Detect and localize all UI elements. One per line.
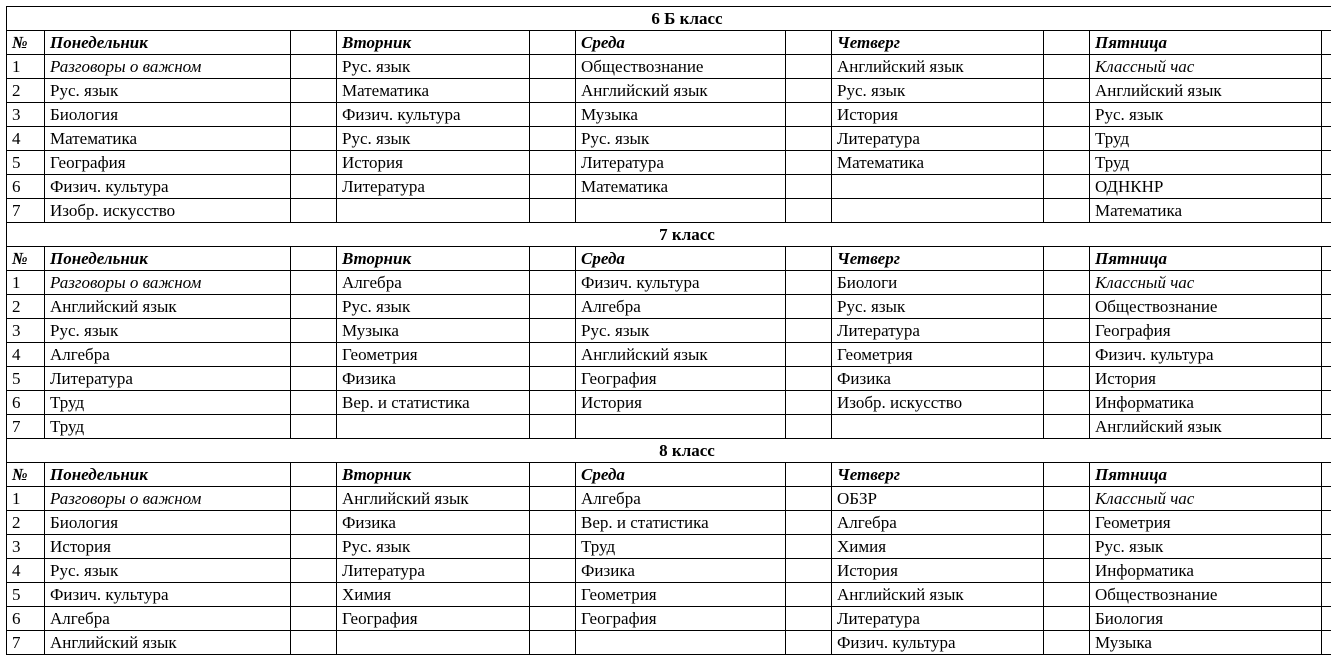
lesson-row [7,559,1331,583]
lesson-cell: Музыка [1090,631,1322,655]
lesson-cell [832,415,1044,439]
lesson-cell: Физика [337,367,530,391]
spacer-cell [786,391,832,415]
lesson-cell: Геометрия [576,583,786,607]
spacer-cell [530,487,576,511]
lesson-cell: Труд [576,535,786,559]
lesson-number: 5 [7,583,45,607]
spacer-cell [1044,103,1090,127]
header-day: Четверг [832,463,1044,487]
spacer-cell [1322,319,1331,343]
lesson-cell: Английский язык [45,631,291,655]
header-day: Понедельник [45,31,291,55]
lesson-cell: Разговоры о важном [45,55,291,79]
lesson-cell: История [45,535,291,559]
header-spacer-cell [530,463,576,487]
lesson-cell: История [832,559,1044,583]
lesson-cell: Английский язык [832,583,1044,607]
lesson-row [7,415,1331,439]
lesson-cell: Рус. язык [337,127,530,151]
lesson-cell [337,199,530,223]
spacer-cell [1322,271,1331,295]
spacer-cell [291,487,337,511]
lesson-cell: Труд [45,391,291,415]
header-day: Среда [576,247,786,271]
lesson-cell: Рус. язык [832,79,1044,103]
spacer-cell [1044,511,1090,535]
spacer-cell [786,559,832,583]
header-spacer-cell [291,463,337,487]
schedule-body [7,7,1331,655]
lesson-cell: Алгебра [337,271,530,295]
lesson-cell: География [45,151,291,175]
spacer-cell [530,103,576,127]
lesson-number: 7 [7,415,45,439]
header-spacer-cell [1044,31,1090,55]
spacer-cell [291,79,337,103]
lesson-number: 7 [7,631,45,655]
spacer-cell [530,559,576,583]
header-day: Понедельник [45,463,291,487]
lesson-cell: География [1090,319,1322,343]
spacer-cell [1322,127,1331,151]
lesson-number: 4 [7,559,45,583]
lesson-cell: Литература [832,319,1044,343]
spacer-cell [1044,199,1090,223]
lesson-row [7,55,1331,79]
header-day: Вторник [337,463,530,487]
header-day: Вторник [337,247,530,271]
lesson-cell: Физич. культура [1090,343,1322,367]
lesson-cell: Вер. и статистика [337,391,530,415]
class-title: 7 класс [7,223,1331,247]
spacer-cell [786,151,832,175]
spacer-cell [291,319,337,343]
spacer-cell [530,151,576,175]
lesson-number: 1 [7,487,45,511]
lesson-cell: Алгебра [45,607,291,631]
spacer-cell [786,127,832,151]
header-day: Пятница [1090,247,1322,271]
spacer-cell [291,607,337,631]
lesson-cell: Английский язык [576,79,786,103]
lesson-row [7,487,1331,511]
lesson-cell: Рус. язык [832,295,1044,319]
lesson-cell: Литература [832,127,1044,151]
spacer-cell [786,415,832,439]
lesson-cell: Биология [1090,607,1322,631]
header-day: Четверг [832,31,1044,55]
spacer-cell [530,535,576,559]
lesson-cell [576,199,786,223]
lesson-cell: Рус. язык [576,319,786,343]
spacer-cell [1044,319,1090,343]
lesson-cell: История [576,391,786,415]
spacer-cell [1322,559,1331,583]
spacer-cell [1044,127,1090,151]
lesson-cell: Изобр. искусство [832,391,1044,415]
lesson-cell: Алгебра [576,295,786,319]
class-title: 8 класс [7,439,1331,463]
lesson-row [7,607,1331,631]
lesson-cell: История [832,103,1044,127]
lesson-cell: Труд [45,415,291,439]
lesson-row [7,271,1331,295]
lesson-cell: Физич. культура [45,583,291,607]
lesson-cell: Рус. язык [45,559,291,583]
spacer-cell [530,199,576,223]
spacer-cell [1322,583,1331,607]
spacer-cell [1044,295,1090,319]
header-day: Пятница [1090,463,1322,487]
lesson-number: 2 [7,511,45,535]
lesson-cell: ОБЗР [832,487,1044,511]
lesson-cell: Английский язык [337,487,530,511]
spacer-cell [291,559,337,583]
spacer-cell [786,319,832,343]
lesson-cell: Математика [832,151,1044,175]
spacer-cell [786,103,832,127]
spacer-cell [530,127,576,151]
lesson-number: 4 [7,127,45,151]
spacer-cell [291,151,337,175]
spacer-cell [530,607,576,631]
lesson-cell: Рус. язык [1090,103,1322,127]
lesson-row [7,175,1331,199]
lesson-cell [832,175,1044,199]
class-title-row [7,7,1331,31]
lesson-cell: Алгебра [832,511,1044,535]
lesson-cell: Обществознание [1090,295,1322,319]
spacer-cell [1322,607,1331,631]
lesson-cell: Английский язык [576,343,786,367]
lesson-cell: Вер. и статистика [576,511,786,535]
lesson-cell: Физич. культура [45,175,291,199]
lesson-cell: Геометрия [337,343,530,367]
lesson-row [7,535,1331,559]
spacer-cell [291,343,337,367]
lesson-row [7,79,1331,103]
spacer-cell [530,583,576,607]
lesson-row [7,391,1331,415]
header-day: Четверг [832,247,1044,271]
header-spacer-cell [786,247,832,271]
spacer-cell [786,199,832,223]
spacer-cell [1044,487,1090,511]
lesson-cell: История [1090,367,1322,391]
spacer-cell [291,103,337,127]
spacer-cell [1044,151,1090,175]
header-day: Среда [576,31,786,55]
header-spacer-cell [1322,463,1331,487]
lesson-cell: Геометрия [832,343,1044,367]
lesson-cell: Рус. язык [337,55,530,79]
spacer-cell [291,391,337,415]
header-day: Среда [576,463,786,487]
lesson-row [7,367,1331,391]
lesson-cell: География [337,607,530,631]
header-spacer-cell [530,31,576,55]
spacer-cell [786,607,832,631]
header-day: Вторник [337,31,530,55]
lesson-cell: Алгебра [576,487,786,511]
spacer-cell [786,511,832,535]
spacer-cell [1044,583,1090,607]
spacer-cell [530,511,576,535]
spacer-cell [1044,343,1090,367]
spacer-cell [530,55,576,79]
header-spacer-cell [1044,247,1090,271]
lesson-row [7,343,1331,367]
lesson-cell: Биологи [832,271,1044,295]
spacer-cell [786,55,832,79]
spacer-cell [291,415,337,439]
spacer-cell [1322,487,1331,511]
lesson-number: 4 [7,343,45,367]
spacer-cell [1322,103,1331,127]
lesson-cell: Рус. язык [1090,535,1322,559]
spacer-cell [1322,151,1331,175]
lesson-cell [576,415,786,439]
header-spacer-cell [786,31,832,55]
header-row [7,463,1331,487]
lesson-cell: География [576,607,786,631]
lesson-cell: Информатика [1090,391,1322,415]
lesson-cell: Физич. культура [832,631,1044,655]
class-title: 6 Б класс [7,7,1331,31]
lesson-cell: Английский язык [832,55,1044,79]
header-spacer-cell [530,247,576,271]
spacer-cell [786,583,832,607]
lesson-row [7,319,1331,343]
lesson-number: 6 [7,607,45,631]
lesson-cell: География [576,367,786,391]
header-row [7,247,1331,271]
lesson-cell: Литература [832,607,1044,631]
lesson-row [7,583,1331,607]
lesson-cell: Рус. язык [337,295,530,319]
spacer-cell [1322,367,1331,391]
header-spacer-cell [786,463,832,487]
lesson-cell: Физика [832,367,1044,391]
spacer-cell [786,175,832,199]
header-day: Понедельник [45,247,291,271]
lesson-number: 5 [7,151,45,175]
lesson-cell: Обществознание [1090,583,1322,607]
spacer-cell [530,391,576,415]
lesson-cell: Классный час [1090,271,1322,295]
lesson-cell: Физич. культура [337,103,530,127]
spacer-cell [1322,175,1331,199]
lesson-number: 2 [7,79,45,103]
spacer-cell [530,175,576,199]
lesson-number: 2 [7,295,45,319]
spacer-cell [786,535,832,559]
lesson-cell: Английский язык [1090,79,1322,103]
lesson-number: 3 [7,103,45,127]
lesson-cell: Разговоры о важном [45,487,291,511]
header-spacer-cell [291,31,337,55]
spacer-cell [530,415,576,439]
class-title-row [7,223,1331,247]
header-spacer-cell [1044,463,1090,487]
spacer-cell [530,79,576,103]
lesson-cell: Математика [576,175,786,199]
spacer-cell [1322,55,1331,79]
spacer-cell [1322,343,1331,367]
lesson-number: 1 [7,55,45,79]
lesson-cell: Математика [337,79,530,103]
lesson-cell: Изобр. искусство [45,199,291,223]
lesson-cell: Разговоры о важном [45,271,291,295]
lesson-cell: Классный час [1090,55,1322,79]
lesson-cell: Литература [337,175,530,199]
spacer-cell [786,295,832,319]
lesson-number: 5 [7,367,45,391]
spacer-cell [1044,79,1090,103]
header-spacer-cell [1322,31,1331,55]
spacer-cell [291,511,337,535]
spacer-cell [1044,415,1090,439]
spacer-cell [1322,511,1331,535]
spacer-cell [786,487,832,511]
lesson-row [7,199,1331,223]
lesson-cell: Физич. культура [576,271,786,295]
spacer-cell [786,79,832,103]
lesson-cell: Информатика [1090,559,1322,583]
lesson-cell: Труд [1090,127,1322,151]
lesson-cell: Классный час [1090,487,1322,511]
lesson-row [7,127,1331,151]
lesson-cell: Литература [576,151,786,175]
lesson-cell: Обществознание [576,55,786,79]
lesson-cell: Английский язык [45,295,291,319]
lesson-number: 6 [7,175,45,199]
spacer-cell [1322,415,1331,439]
spacer-cell [1044,367,1090,391]
spacer-cell [1322,79,1331,103]
spacer-cell [291,271,337,295]
spacer-cell [1044,535,1090,559]
lesson-cell: Музыка [337,319,530,343]
lesson-cell: ОДНКНР [1090,175,1322,199]
spacer-cell [291,295,337,319]
spacer-cell [291,199,337,223]
lesson-cell [337,415,530,439]
spacer-cell [1044,607,1090,631]
lesson-cell: Биология [45,511,291,535]
spacer-cell [1044,559,1090,583]
lesson-cell: Литература [337,559,530,583]
lesson-cell: Рус. язык [45,319,291,343]
lesson-row [7,511,1331,535]
lesson-cell: Рус. язык [337,535,530,559]
header-number: № [7,247,45,271]
lesson-cell: Алгебра [45,343,291,367]
spacer-cell [1322,295,1331,319]
spacer-cell [530,271,576,295]
spacer-cell [291,535,337,559]
lesson-cell: Рус. язык [45,79,291,103]
lesson-row [7,103,1331,127]
spacer-cell [291,367,337,391]
lesson-number: 1 [7,271,45,295]
lesson-number: 3 [7,319,45,343]
spacer-cell [1044,271,1090,295]
lesson-row [7,295,1331,319]
header-day: Пятница [1090,31,1322,55]
lesson-cell: Геометрия [1090,511,1322,535]
lesson-cell [832,199,1044,223]
spacer-cell [786,367,832,391]
lesson-cell: Математика [45,127,291,151]
spacer-cell [786,343,832,367]
spacer-cell [1322,199,1331,223]
header-number: № [7,463,45,487]
spacer-cell [786,271,832,295]
lesson-cell: Физика [337,511,530,535]
lesson-cell: История [337,151,530,175]
spacer-cell [291,583,337,607]
lesson-cell: Математика [1090,199,1322,223]
lesson-cell: Рус. язык [576,127,786,151]
spacer-cell [1322,391,1331,415]
spacer-cell [291,175,337,199]
lesson-cell: Труд [1090,151,1322,175]
spacer-cell [1322,535,1331,559]
lesson-number: 3 [7,535,45,559]
spacer-cell [530,343,576,367]
lesson-number: 7 [7,199,45,223]
spacer-cell [530,367,576,391]
header-spacer-cell [1322,247,1331,271]
header-row [7,31,1331,55]
lesson-cell: Литература [45,367,291,391]
spacer-cell [1044,391,1090,415]
spacer-cell [530,319,576,343]
spacer-cell [1044,175,1090,199]
lesson-cell: Химия [337,583,530,607]
lesson-cell: Физика [576,559,786,583]
spacer-cell [530,295,576,319]
class-title-row [7,439,1331,463]
lesson-cell: Английский язык [1090,415,1322,439]
lesson-row [7,151,1331,175]
spacer-cell [291,127,337,151]
lesson-cell: Биология [45,103,291,127]
schedule-table [6,6,1331,655]
spacer-cell [1044,55,1090,79]
lesson-cell: Музыка [576,103,786,127]
lesson-number: 6 [7,391,45,415]
header-number: № [7,31,45,55]
spacer-cell [291,55,337,79]
lesson-cell: Химия [832,535,1044,559]
header-spacer-cell [291,247,337,271]
